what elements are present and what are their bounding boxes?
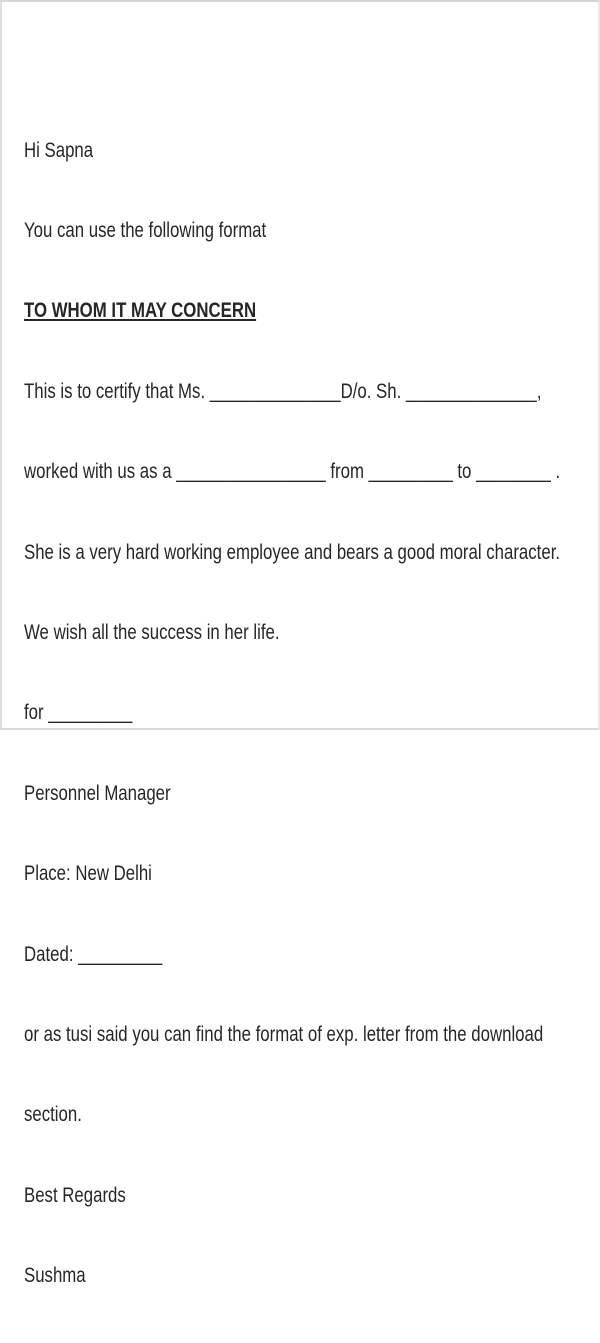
- place-line: Place: New Delhi: [24, 862, 152, 886]
- for-blank-line: for _________: [24, 701, 133, 725]
- personnel-manager-line: Personnel Manager: [24, 781, 171, 805]
- worked-with-line: worked with us as a ________________ from _________ to ________ .: [24, 460, 561, 484]
- letter-body: [24, 84, 584, 1343]
- greeting-line: Hi Sapna: [24, 138, 94, 162]
- intro-line: You can use the following format: [24, 218, 267, 242]
- character-line: She is a very hard working employee and bears a good moral character.: [24, 540, 561, 564]
- certify-line: This is to certify that Ms. ______________D/o. Sh. ______________,: [24, 379, 542, 403]
- regards-line: Best Regards: [24, 1183, 126, 1207]
- dated-line: Dated: _________: [24, 942, 163, 966]
- letter-heading: TO WHOM IT MAY CONCERN: [24, 299, 257, 323]
- download-note-line: or as tusi said you can find the format of exp. letter from the download: [24, 1022, 544, 1046]
- section-line: section.: [24, 1103, 82, 1127]
- wish-line: We wish all the success in her life.: [24, 620, 280, 644]
- signature-line: Sushma: [24, 1264, 86, 1288]
